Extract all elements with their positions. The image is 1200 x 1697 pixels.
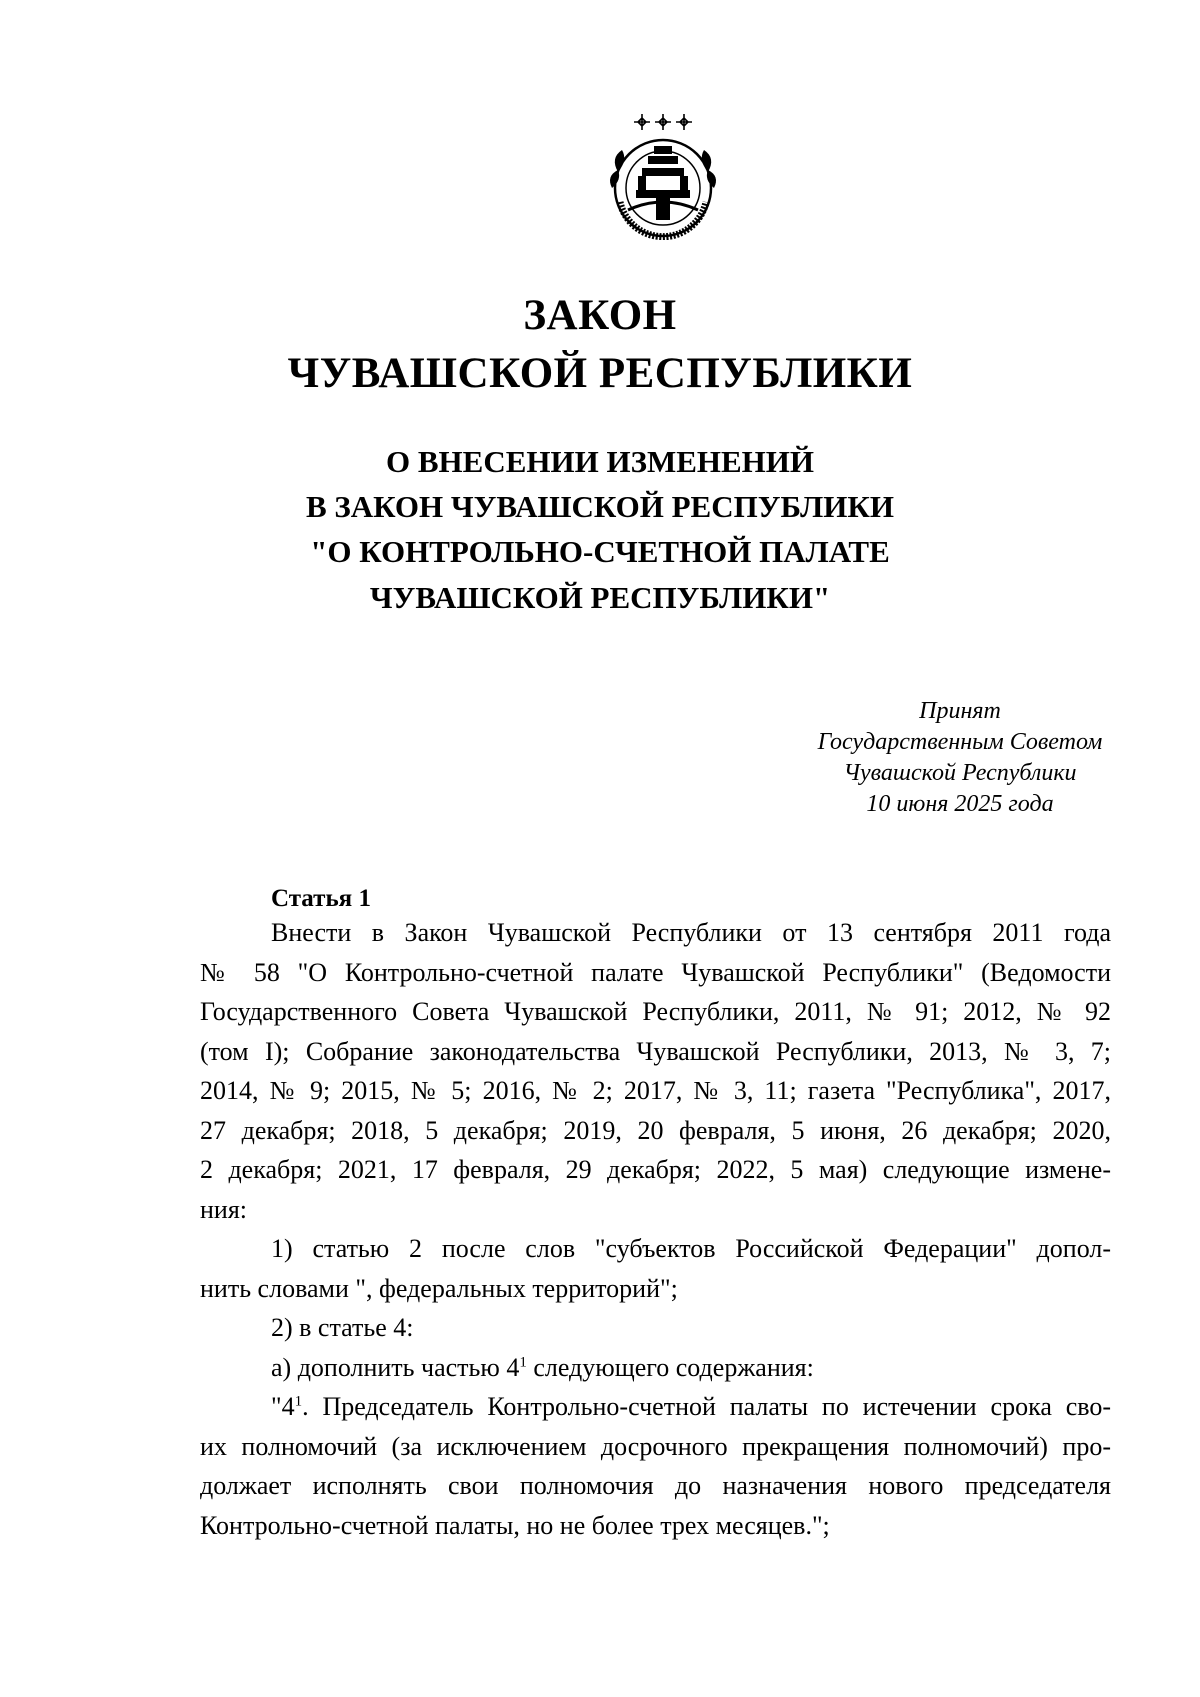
subtitle-line: "О КОНТРОЛЬНО-СЧЕТНОЙ ПАЛАТЕ — [310, 534, 890, 569]
text-line: (том I); Собрание законодательства Чувашской Республики, 2013, № 3, 7; — [200, 1036, 1111, 1066]
text-line: 2 декабря; 2021, 17 февраля, 29 декабря; 2022, 5 мая) следующие измене- — [200, 1155, 1111, 1184]
quote-line: их полномочий (за исключением досрочного прекращения полномочий) про- — [200, 1431, 1111, 1461]
subtitle-line: О ВНЕСЕНИИ ИЗМЕНЕНИЙ — [385, 444, 815, 479]
item-1-line: нить словами ", федеральных территорий"; — [200, 1273, 678, 1303]
adopted-by: Государственным Советом — [817, 729, 1103, 755]
adopted-body: Чувашской Республики — [843, 760, 1077, 786]
article-heading: Статья 1 — [271, 885, 371, 912]
item-2a-superscript: 1 — [519, 1353, 527, 1370]
quote-line: Контрольно-счетной палаты, но не более трех месяцев."; — [200, 1510, 830, 1540]
adopted-label: Принят — [919, 698, 1001, 724]
quote-prefix: "4 — [271, 1392, 295, 1421]
quote-line — [200, 1387, 1111, 1427]
text-line: ния: — [200, 1194, 248, 1224]
law-title: ЗАКОН — [523, 292, 677, 339]
quote-line: должает исполнять свои полномочия до назначения нового председателя — [200, 1471, 1111, 1500]
text-line: Государственного Совета Чувашской Республики, 2011, № 91; 2012, № 92 — [200, 997, 1111, 1026]
emblem-icon — [598, 110, 728, 240]
subtitle-line: В ЗАКОН ЧУВАШСКОЙ РЕСПУБЛИКИ — [306, 489, 894, 524]
article-intro — [200, 913, 1111, 1545]
quote-superscript: 1 — [294, 1393, 303, 1410]
subtitle-line: ЧУВАШСКОЙ РЕСПУБЛИКИ" — [369, 580, 831, 615]
adopted-date: 10 июня 2025 года — [866, 791, 1054, 817]
quote-line-rest: . Председатель Контрольно-счетной палаты по истечении срока сво- — [302, 1392, 1111, 1421]
republic-title: ЧУВАШСКОЙ РЕСПУБЛИКИ — [287, 350, 913, 397]
item-2: 2) в статье 4: — [271, 1313, 414, 1342]
text-line: 2014, № 9; 2015, № 5; 2016, № 2; 2017, № 3, 11; газета "Республика", 2017, — [200, 1076, 1111, 1105]
item-2a — [200, 1348, 1111, 1388]
item-2a-prefix: а) дополнить частью 4 — [271, 1352, 520, 1382]
text-line: 27 декабря; 2018, 5 декабря; 2019, 20 февраля, 5 июня, 26 декабря; 2020, — [200, 1115, 1111, 1145]
text-line: Внести в Закон Чувашской Республики от 13 сентября 2011 года — [271, 918, 1111, 947]
item-1-line: 1) статью 2 после слов "субъектов Российской Федерации" допол- — [271, 1234, 1111, 1263]
item-2a-suffix: следующего содержания: — [526, 1352, 814, 1382]
text-line: № 58 "О Контрольно-счетной палате Чувашской Республики" (Ведомости — [200, 957, 1111, 987]
